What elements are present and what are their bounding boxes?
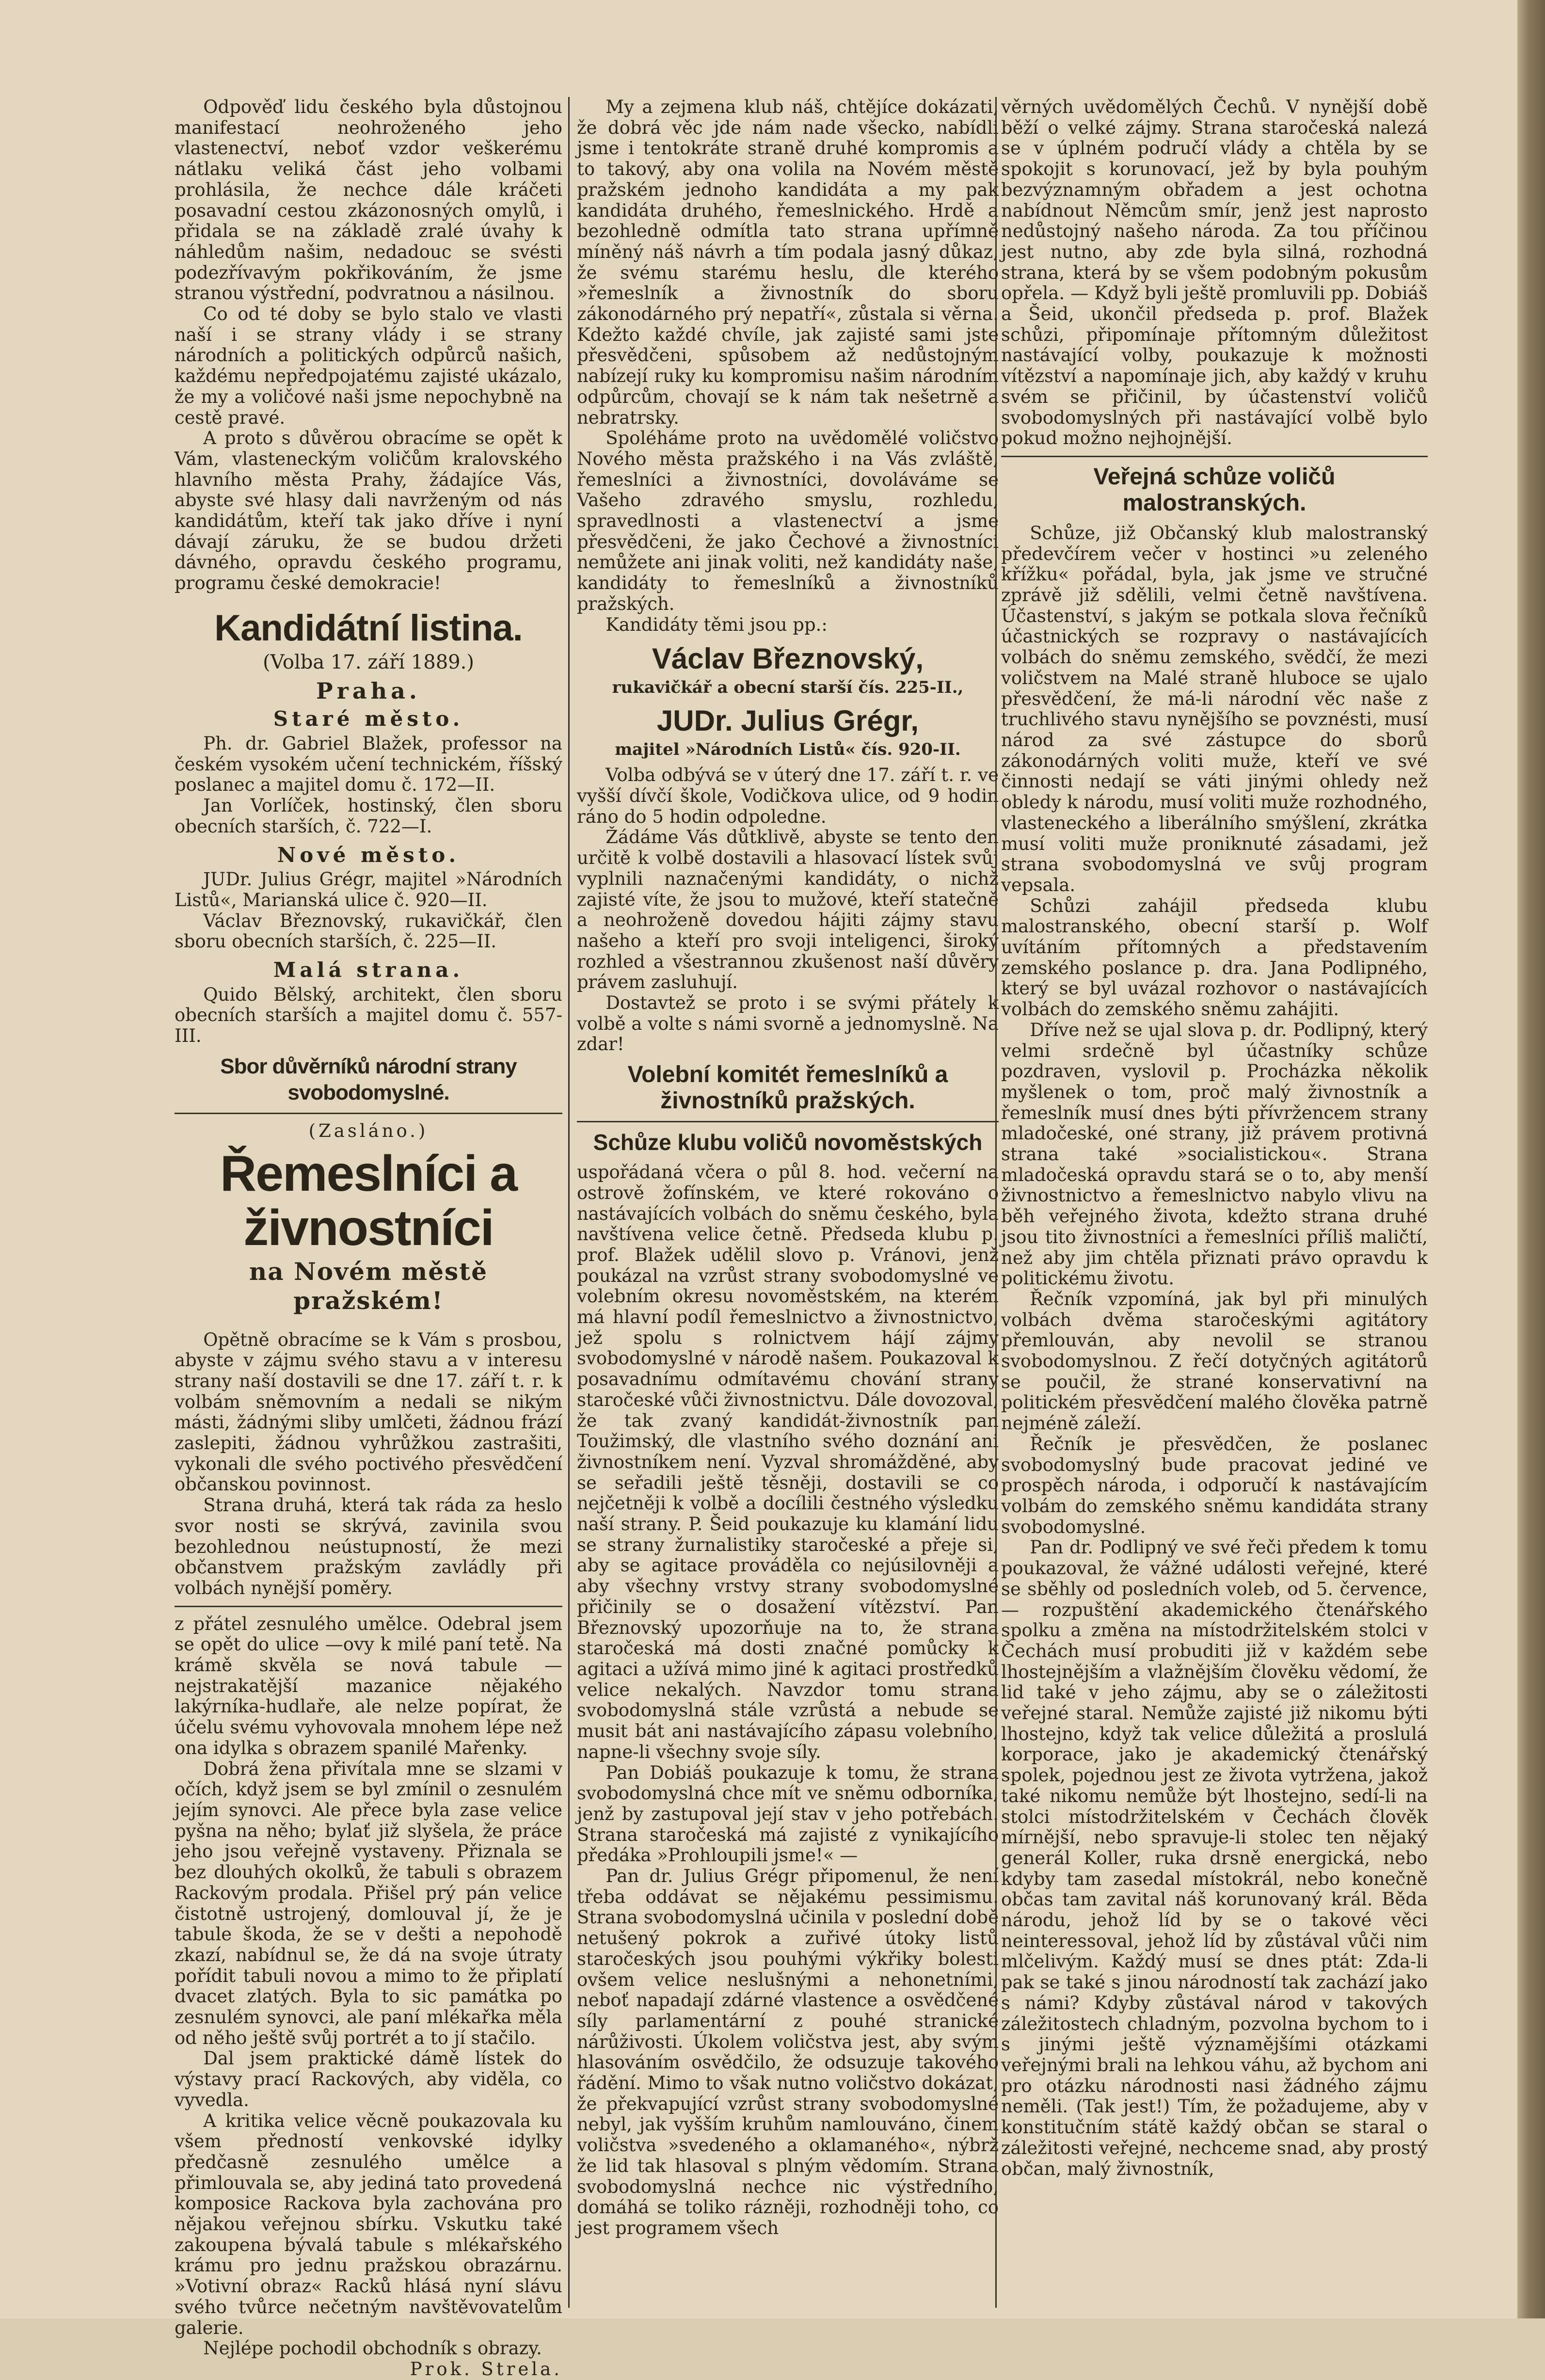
- article-paragraph: Pan dr. Podlipný ve své řeči předem k tomu poukazoval, že vážné události veřejné, které se sběhly od posledních voleb, od 5. července, — rozpuštění akademického čtenářského spolku a změna na místodržitelském stolci v Čechách musí probuditi již v každém sebe lhostejnějším a vlažnějším člověku vědomí, že lid také v jeho zájmu, aby se o záležitosti veřejné staral. Nemůže zajisté již nikomu býti lhostejno, když tak velice důležitá a proslulá korporace, jako je akademický čtenářský spolek, pojednou jest ze života vytržena, jakož také nikomu nemůže být lhostejno, sedí-li na stolci místodržitelském v Čechách člověk mírnější, nebo spravuje-li stolec ten nějaký generál Koller, ruka drsně energická, nebo kdyby tam zasedal místokrál, nebo konečně občas tam zavital náš korunovaný král. Běda národu, jehož líd by se o takové věci neinteressoval, jehož líd by zůstával vůči nim mlčelivým. Každý musí se dnes ptát: Zda-li pak se také s jinou národností tak zachází jako s námi? Kdyby zůstával národ v takových záležitostech chladným, pozvolna bychom to i s jinými ještě významějšími otázkami veřejnými brali na lehkou váhu, až bychom ani pro otázku národnosti nasi žádného zájmu neměli. (Tak jest!) Tím, že požadujeme, aby v konstitučním státě každý občan se staral o záležitosti veřejné, nechceme snad, aby prostý občan, malý živnostník,: [1001, 1537, 1428, 2179]
- candidate-description: rukavičkář a obecní starší čís. 225-II.,: [612, 678, 964, 698]
- article-paragraph: věrných uvědomělých Čechů. V nynější době běží o velké zájmy. Strana staročeská nalezá se v úplném područí vlády a chtěla by se spokojit s korunovací, jež by byla pouhým bezvýznamným obřadem a jest ochotna nabídnout Němcům smír, jenž jest naprosto nedůstojný našeho národa. Za tou příčinou jest nutno, aby zde byla silná, rozhodná strana, která by se všem podobným pokusům opřela. — Když byli ještě promluvili pp. Dobiáš a Šeid, ukončil předseda p. prof. Blažek schůzi, připomínaje přítomným důležitost nastávající volby, poukazuje k možnosti vítězství a napomínaje jich, aby každý v kruhu svém se přičinil, by účastenství voličů svobodomyslných při nastávající volbě bylo pokud možno nejhojnější.: [1001, 96, 1428, 449]
- committee-signature: Sbor důvěrníků národní strany svobodomyslné.: [220, 1054, 517, 1104]
- candidate-list-subtitle: (Volba 17. září 1889.): [263, 651, 474, 673]
- separator: [1001, 456, 1428, 457]
- candidate-entry: Quido Bělský, architekt, člen sboru obecních starších a majitel domu č. 557-III.: [175, 984, 562, 1047]
- intro-paragraph: Co od té doby se bylo stalo ve vlasti naší i se strany vlády i se strany národních a politických odpůrců našich, každému nepředpojatému zajisté ukázalo, že my a voličové naši jsme nepochybně na cestě pravé.: [175, 303, 562, 428]
- column-1: [175, 96, 562, 2380]
- section-heading: Schůze klubu voličů novoměstských: [593, 1130, 983, 1155]
- candidate-entry: JUDr. Julius Grégr, majitel »Národních Listů«, Marianská ulice č. 920—II.: [175, 869, 562, 910]
- intro-paragraph: Odpověď lidu českého byla důstojnou manifestací neohroženého jeho vlastenectví, neboť vzdor veškerému nátlaku veliká část jeho volbami prohlásila, že nechce dále kráčeti posavadní cestou zkázonosných omylů, i přidala se na základě zralé úvahy k náhledům našim, nedadouc se svésti podezřívavým pokřikováním, že jsme stranou výstřední, podvratnou a násilnou.: [175, 96, 562, 304]
- page-edge-shadow: [1517, 0, 1545, 2318]
- district-heading: Staré město.: [273, 707, 464, 731]
- district-heading: Malá strana.: [273, 958, 464, 982]
- article-paragraph: Spoléháme proto na uvědomělé voličstvo Nového města pražského i na Vás zvláště, řemeslníci a živnostníci, dovoláváme se Vašeho zdravého smyslu, rozhledu, spravedlnosti a vlastenectví a jsme přesvědčeni, že jako Čechové a živnostníci nemůžete ani jinak voliti, než kandidáty naše, kandidáty to řemeslníků a živnostníků pražských.: [577, 428, 999, 614]
- zaslano-label: (Zasláno.): [308, 1120, 429, 1141]
- feuilleton-paragraph: A kritika velice věcně poukazovala ku všem předností venkovské idylky předčasně zesnulého umělce a přimlouvala se, aby jediná tato provedená komposice Rackova byla zachována pro nějakou veřejnou sbírku. Vskutku také zakoupena bývalá tabule s mlékařského krámu pro jednu pražskou obrazárnu. »Votivní obraz« Racků hlásá nyní slávu svého tvůrce nečetným navštěvovatelům galerie.: [175, 2110, 562, 2338]
- separator: [577, 1121, 999, 1122]
- article-paragraph: Řečník je přesvědčen, že poslanec svobodomyslný bude pracovat jediné ve prospěch národa, i odporučí k nastávajícím volbám do zemského sněmu kandidáta strany svobodomyslné.: [1001, 1433, 1428, 1537]
- article-paragraph: Schůzi zahájil předseda klubu malostranského, obecní starší p. Wolf uvítáním přítomných a představením zemského poslance p. dra. Jana Podlipného, který se byl uvázal rozhovor o nastávajících volbách do zemského sněmu zahájiti.: [1001, 895, 1428, 1020]
- advertisement-paragraph: Opětně obracíme se k Vám s prosbou, abyste v zájmu svého stavu a v interesu strany naší dostavili se dne 17. září t. r. k volbám sněmovním a nedali se nikým másti, žádnými sliby umlčeti, žádnou frází zaslepiti, žádnou vyhrůžkou zastrašiti, vykonali dle svého poctivého přesvědčení občanskou povinnost.: [175, 1329, 562, 1495]
- candidate-name: Václav Březnovský,: [652, 642, 924, 675]
- feuilleton-paragraph: Dobrá žena přivítala mne se slzami v očích, když jsem se byl zmínil o zesnulém jejím synovci. Ale přece byla zase velice pyšna na něho; bylať již slyšela, že práce jeho jsou veřejně vystaveny. Přiznala se bez dlouhých okolků, že tabuli s obrazem Rackovým prodala. Přišel prý pán velice čistotně ustrojený, domlouval jí, že je tabule škoda, že se v dešti a nepohodě zkazí, nabídnul se, že dá na svoje útraty pořídit tabuli novou a mimo to že připlatí dvacet zlatých. Byla to sic památka po zesnulém synovci, ale paní mlékařka měla od něho ještě svůj portrét a to jí stačilo.: [175, 1758, 562, 2048]
- column-3: [1001, 97, 1428, 2308]
- article-paragraph: Řečník vzpomíná, jak byl při minulých volbách dvěma staročeskými agitátory přemlouván, aby nevolil se stranou svobodomyslnou. Z řečí dotyčných agitátorů se poučil, že strané konservativní na politickém přesvědčení malého člověka patrně nejméně záleží.: [1001, 1288, 1428, 1434]
- separator: [175, 1113, 562, 1114]
- feuilleton-paragraph: Dal jsem praktické dámě lístek do výstavy prací Rackových, aby viděla, co vyvedla.: [175, 2048, 562, 2110]
- article-paragraph: uspořádaná včera o půl 8. hod. večerní na ostrově žofínském, ve které rokováno o nastávajících volbách do sněmu českého, byla navštívena velice četně. Předseda klubu p. prof. Blažek udělil slovo p. Vránovi, jenž poukázal na vzrůst strany svobodomyslné ve volebním okresu novoměstském, na kterém má hlavní podíl řemeslnictvo a živnostnictvo, jež spolu s rolnictvem hájí zájmy svobodomyslné v národě našem. Poukazoval k posavadnímu odmítavému chování strany staročeské vůči živnostnictvu. Dále dovozoval, že tak zvaný kandidát-živnostník pan Toužimský, dle vlastního svého doznání ani živnostníkem není. Vyzval shromážděné, aby se seřadili ještě těsněji, dostavili se co nejčetněji k volbě a docílili čestného výsledku naší strany. P. Šeid poukazuje ku klamání lidu se strany žurnalistiky staročeské a přeje si, aby se agitace prováděla co nejúsilovněji a aby všechny vrstvy strany svobodomyslné přičinily se o dosažení vítězství. Pan Březnovský upozorňuje na to, že strana staročeská má dosti značné pomůcky k agitaci a užívá mimo jiné k agitaci prostředků velice nekalých. Navzdor tomu strana svobodomyslná stále vzrůstá a nebude se musit bát ani nastávajícího zápasu volebního, napne-li všechny svoje síly.: [577, 1162, 999, 1762]
- candidate-list-title: Kandidátní listina.: [214, 607, 523, 649]
- advertisement-title: Řemeslníci a živnostníci: [220, 1145, 517, 1256]
- city-heading: Praha.: [316, 677, 421, 704]
- candidate-entry: Ph. dr. Gabriel Blažek, professor na českém vysokém učení technickém, říšský poslanec a majitel domu č. 172—II.: [175, 733, 562, 796]
- article-paragraph: Pan Dobiáš poukazuje k tomu, že strana svobodomyslná chce mít ve sněmu odborníka, jenž by zastupoval její stav v jeho potřebách. Strana staročeská má zajisté z vynikajícího předáka »Prohloupili jsme!« —: [577, 1762, 999, 1866]
- article-paragraph: Dříve než se ujal slova p. dr. Podlipný, který velmi srdečně byl účastníky schůze pozdraven, vyslovil p. Procházka několik myšlenek o tom, proč malý živnostník a řemeslník musí dnes býti přívržencem strany mladočeské, oné strany, již právem protivná strana také »socialistickou«. Strana mladočeská opravdu stará se o to, aby menší živnostnictvo a řemeslnictvo nabylo vlivu na běh veřejného života, kdežto strana druhé jsou tito živnostníci a řemeslníci příliš maličtí, než aby jim chtěla přiznati právo opravdu k politickému životu.: [1001, 1019, 1428, 1289]
- column-2: [577, 97, 999, 2308]
- section-heading: Veřejná schůze voličů malostranských.: [1093, 463, 1336, 516]
- article-paragraph: Schůze, již Občanský klub malostranský předevčírem večer v hostinci »u zeleného křížku« pořádal, byla, jak jsme ve stručné zprávě již sdělili, velmi četně navštívena. Účastenství, s jakým se potkala slova řečníků účastnických se rozpravy o nastávajících volbách do sněmu zemského, svědčí, že mezi voličstvem na Malé straně hluboce se ujalo přesvědčení, že má-li národní věc naše z truchlivého stavu nynějšího se povznésti, musí národ za své zástupce do sborů zákonodárných voliti muže, kteří ve své činnosti nedají se váti jinými ohledy než obledy k národu, musí voliti muže rozhodného, vlasteneckého a liberálního smýšlení, zkrátka musí voliti muže proniknuté zásadami, jež strana svobodomyslná ve svůj program vepsala.: [1001, 522, 1428, 895]
- feuilleton-signature: Prok. Strela.: [410, 2358, 562, 2380]
- feuilleton-paragraph: z přátel zesnulého umělce. Odebral jsem se opět do ulice —ovy k milé paní tetě. Na krámě skvěla se nová tabule — nejstrakatější mazanice nějakého lakýrníka-hudlaře, ale nelze popírat, že účelu svému vyhovovala mnohem lépe než ona idylka s obrazem spanilé Mařenky.: [175, 1613, 562, 1758]
- article-paragraph: Pan dr. Julius Grégr připomenul, že není třeba oddávat se nějakému pessimismu. Strana svobodomyslná učinila v poslední době netušený pokrok a zuřivé útoky listů staročeských jsou pouhými výkřiky bolesti ovšem velice neslušnými a nehonetními, neboť napadají zdárné vlastence a osvědčené síly parlamentární z pouhé stranické nárůživosti. Úkolem voličstva jest, aby svým hlasováním osvědčilo, že odsuzuje takového řádění. Mimo to však nutno voličstvo dokázat, že překvapující vzrůst strany svobodomyslné nebyl, jak vyšším kruhům namlouváno, činem voličstva »svedeného a oklamaného«, nýbrž že lid tak hlasoval s plným vědomím. Strana svobodomyslná nechce nic výstředního, domáhá se toliko rázněji, rozhodněji toho, co jest programem všech: [577, 1866, 999, 2238]
- article-paragraph: My a zejmena klub náš, chtějíce dokázati, že dobrá věc jde nám nade všecko, nabídli jsme i tentokráte straně druhé kompromis a to takový, aby ona volila na Novém městě pražském jednoho kandidáta a my pak kandidáta druhého, řemeslnického. Hrdě a bezohledně odmítla tato strana upřímně míněný náš návrh a tím podala jasný důkaz, že svému starému heslu, dle kterého »řemeslník a živnostník do sboru zákonodárného prý nepatří«, zůstala si věrna. Kdežto každé chvíle, jak zajisté sami jste přesvědčeni, spůsobem až nedůstojným nabízejí ruky ku kompromisu našim národním odpůrcům, chovají se k nám tak nešetrně a nebratrsky.: [577, 96, 999, 428]
- candidate-name: JUDr. Julius Grégr,: [656, 704, 919, 737]
- candidate-description: majitel »Národních Listů« čís. 920-II.: [615, 740, 961, 760]
- district-heading: Nové město.: [277, 843, 460, 867]
- article-paragraph: Žádáme Vás důtklivě, abyste se tento den určitě k volbě dostavili a hlasovací lístek svůj vyplnili naznačenými kandidáty, o nichž zajisté víte, že jsou to mužové, kteří statečně a neohroženě dovedou hájiti zájmy stavu našeho a kteří pro svoji inteligenci, široký rozhled a všestrannou zkušenost naší důvěry právem zasluhují.: [577, 827, 999, 993]
- article-paragraph: Volba odbývá se v úterý dne 17. září t. r. ve vyšší dívčí škole, Vodičkova ulice, od 9 hodin ráno do 5 hodin odpoledne.: [577, 765, 999, 827]
- advertisement-subtitle: na Novém městě pražském!: [249, 1257, 488, 1315]
- advertisement-paragraph: Strana druhá, která tak ráda za heslo svor nosti se skrývá, zavinila svou bezohlednou neústupností, že mezi občanstvem pražským zavládly při volbách nynější poměry.: [175, 1495, 562, 1598]
- candidate-entry: Jan Vorlíček, hostinský, člen sboru obecních starších, č. 722—I.: [175, 795, 562, 837]
- article-paragraph: Dostavtež se proto i se svými přátely k volbě a volte s námi svorně a jednomyslně. Na zdar!: [577, 992, 999, 1055]
- column-rule: [568, 97, 570, 2308]
- candidate-entry: Václav Březnovský, rukavičkář, člen sboru obecních starších, č. 225—II.: [175, 910, 562, 952]
- separator: [175, 1606, 562, 1607]
- committee-heading: Volební komitét řemeslníků a živnostníků pražských.: [627, 1062, 948, 1114]
- intro-paragraph: A proto s důvěrou obracíme se opět k Vám, vlasteneckým voličům kralovského hlavního města Prahy, žádajíce Vás, abyste své hlasy dali navrženým od nás kandidátům, kteří tak jako dříve i nyní dávají záruku, že se budou držeti dávného, opravdu českého programu, programu české demokracie!: [175, 428, 562, 594]
- article-paragraph: Kandidáty těmi jsou pp.:: [605, 614, 828, 635]
- feuilleton-paragraph: Nejlépe pochodil obchodník s obrazy.: [203, 2338, 542, 2359]
